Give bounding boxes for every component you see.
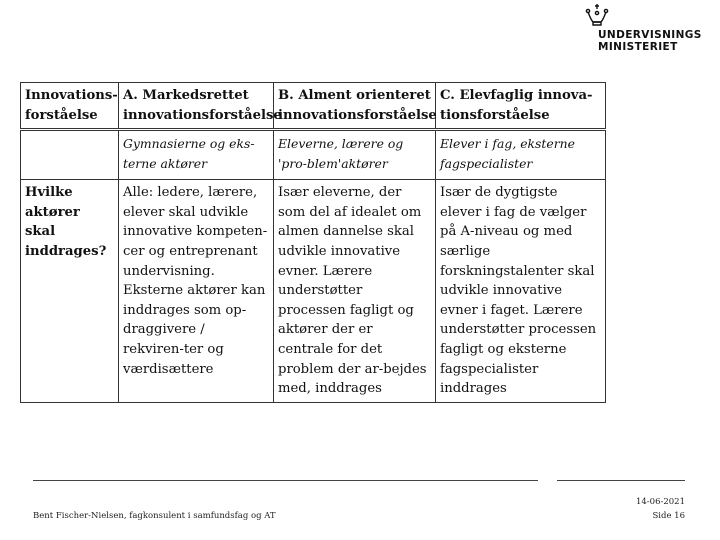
table-subheader-row <box>21 130 606 180</box>
table-cell <box>21 130 119 180</box>
table-cell: Især eleverne, der som del af idealet om almen dannelse skal udvikle innovative evner. Lærere understøtter processen fagligt og aktører der er centrale for det problem der ar-bejdes med, inddrages <box>274 180 436 403</box>
table-header-cell: C. Elevfaglig innova-tionsforståelse <box>436 83 606 130</box>
footer-divider-short <box>557 480 685 481</box>
innovation-table <box>20 82 605 397</box>
footer-page-number: Side 16 <box>652 511 685 521</box>
footer-author: Bent Fischer-Nielsen, fagkonsulent i samfundsfag og AT <box>33 511 276 521</box>
logo-text-line2: MINISTERIET <box>598 41 678 53</box>
table-header-cell: Innovations-forståelse <box>21 83 119 130</box>
footer-date: 14-06-2021 <box>635 497 685 507</box>
table-cell: Gymnasierne og eks-terne aktører <box>119 130 274 180</box>
table-cell: Eleverne, lærere og 'pro-blem'aktører <box>274 130 436 180</box>
table-row <box>21 180 606 403</box>
table-cell: Alle: ledere, lærere, elever skal udvikle innovative kompeten-cer og entreprenant undervisning. Eksterne aktører kan inddrages som op-draggivere / rekviren-ter og værdisættere <box>119 180 274 403</box>
table-header-row <box>21 83 606 130</box>
table-header-cell: A. Markedsrettet innovationsforståelse <box>119 83 274 130</box>
table-row-label: Hvilke aktører skal inddrages? <box>21 180 119 403</box>
footer-divider <box>33 480 538 481</box>
table-cell: Især de dygtigste elever i fag de vælger på A-niveau og med særlige forskningstalenter skal udvikle innovative evner i faget. Lærere understøtter processen fagligt og eksterne fagspecialister inddrages <box>436 180 606 403</box>
table-cell: Elever i fag, eksterne fagspecialister <box>436 130 606 180</box>
logo-text-line1: UNDERVISNINGS <box>598 29 702 41</box>
crown-icon <box>584 2 610 28</box>
table-header-cell: B. Alment orienteret innovationsforståelse <box>274 83 436 130</box>
ministry-logo <box>584 2 704 52</box>
